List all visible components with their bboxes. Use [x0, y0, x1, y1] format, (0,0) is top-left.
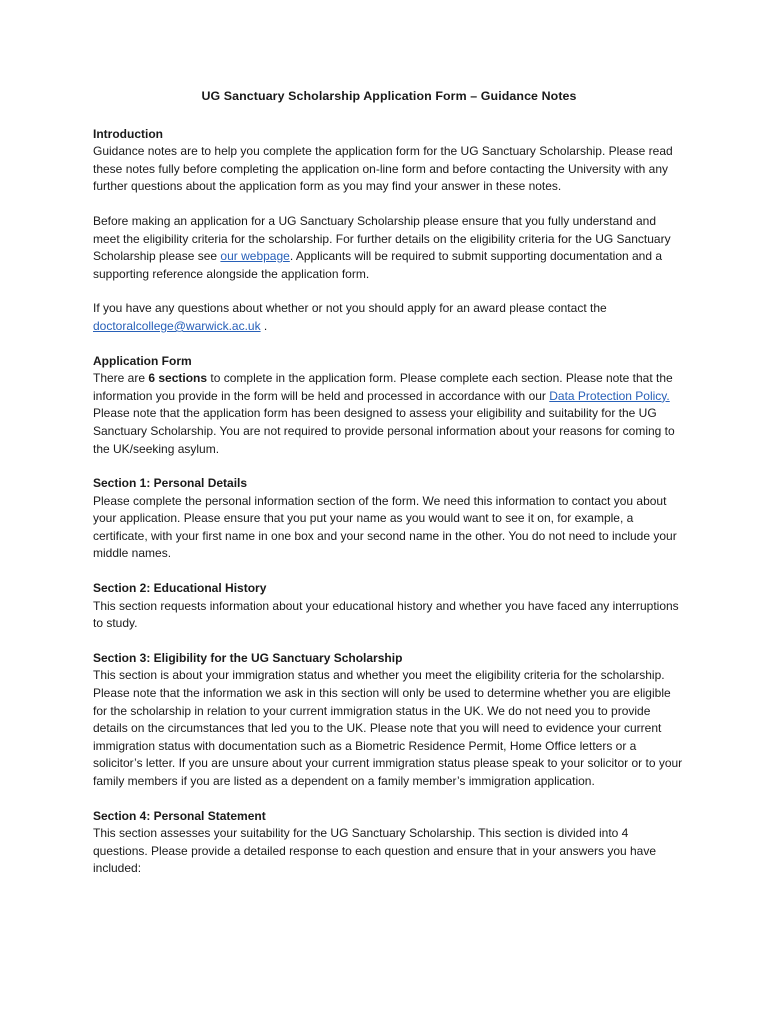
section-4-personal-statement: [93, 808, 685, 878]
introduction-paragraph-1: Guidance notes are to help you complete the application form for the UG Sanctuary Scholarship. Please read these notes fully before completing the application on-line form and before contacting the University with any further questions about the application form as you may find your answer in these notes.: [93, 144, 673, 194]
our-webpage-link[interactable]: our webpage: [220, 249, 290, 264]
intro-p2-text-before: Before making an application for a UG Sanctuary Scholarship please ensure that you fully understand and meet the eligibility criteria for the scholarship. For further details on the eligibility criteria for the UG Sanctuary Scholarship please see: [93, 213, 671, 264]
section-4-text: This section assesses your suitability for the UG Sanctuary Scholarship. This section is divided into 4 questions. Please provide a detailed response to each question and ensure that in your answers you have included:: [93, 826, 657, 876]
intro-p2-text-after: . Applicants will be required to submit supporting documentation and a supporting reference alongside the application form.: [93, 249, 663, 281]
app-text-middle: to complete in the application form. Please complete each section. Please note that the information you provide in the form will be held and processed in accordance with our: [93, 371, 673, 403]
section-2-text: This section requests information about your educational history and whether you have faced any interruptions to study.: [93, 598, 679, 631]
contact-email-link[interactable]: doctoralcollege@warwick.ac.uk: [93, 318, 261, 333]
application-form-paragraph: [93, 370, 685, 458]
app-text-before: There are: [93, 371, 149, 386]
introduction-heading: Introduction: [93, 126, 163, 141]
section-2-heading: Section 2: Educational History: [93, 581, 267, 596]
intro-p3-text-after: .: [260, 318, 268, 333]
section-3-heading: Section 3: Eligibility for the UG Sanctuary Scholarship: [93, 650, 403, 665]
document-page: [93, 88, 685, 895]
section-1-text: Please complete the personal information section of the form. We need this information to contact you about your application. Please ensure that you put your name as you would want to see it on, for example, a certificate, with your first name in one box and your second name in the other. You do not need to include your middle names.: [93, 493, 677, 561]
section-2-educational-history: [93, 580, 685, 633]
app-text-after: Please note that the application form has been designed to assess your eligibility and suitability for the UG Sanctuary Scholarship. You are not required to provide personal information about your reasons for coming to the UK/seeking asylum.: [93, 406, 675, 456]
intro-p3-text-before: If you have any questions about whether or not you should apply for an award please contact the: [93, 301, 607, 316]
section-3-text: This section is about your immigration status and whether you meet the eligibility criteria for the scholarship. Please note that the information we ask in this section will only be used to determine whether you are eligible for the scholarship in relation to your current immigration status in the UK. We do not need you to provide details on the circumstances that led you to the UK. Please note that you will need to evidence your current immigration status with documentation such as a Biometric Residence Permit, Home Office letters or a solicitor’s letter. If you are unsure about your current immigration status please speak to your solicitor or to your family members if you are listed as a dependent on a family member’s immigration application.: [93, 668, 683, 788]
data-protection-policy-link[interactable]: Data Protection Policy.: [549, 388, 670, 403]
app-sections-count: 6 sections: [148, 371, 208, 386]
introduction-paragraph-2: [93, 213, 685, 283]
document-title: UG Sanctuary Scholarship Application Form – Guidance Notes: [201, 89, 577, 103]
application-form-heading: Application Form: [93, 353, 192, 368]
introduction-paragraph-3: [93, 300, 685, 335]
section-1-personal-details: [93, 475, 685, 563]
section-1-heading: Section 1: Personal Details: [93, 476, 248, 491]
section-3-eligibility: [93, 650, 685, 791]
section-4-heading: Section 4: Personal Statement: [93, 808, 266, 823]
application-form-section: [93, 353, 685, 459]
introduction-section: [93, 126, 685, 336]
